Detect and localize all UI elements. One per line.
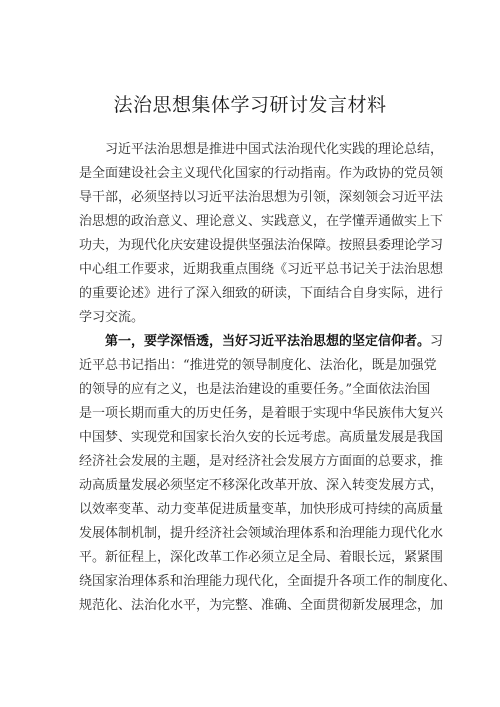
section1-line: 是一项长期而重大的历史任务，是着眼于实现中华民族伟大复兴 bbox=[79, 406, 444, 421]
section1-line: 动高质量发展必须坚定不移深化改革开放、深入转变发展方式， bbox=[79, 478, 444, 493]
section1-line: 的领导的应有之义，也是法治建设的重要任务。”全面依法治国 bbox=[79, 382, 431, 397]
section1-line: 经济社会发展的主题，是对经济社会发展方方面面的总要求，推 bbox=[79, 454, 444, 469]
intro-line: 治思想的政治意义、理论意义、实践意义，在学懂弄通做实上下 bbox=[79, 214, 444, 229]
section1-line: 以效率变革、动力变革促进质量变革，加快形成可持续的高质量 bbox=[79, 502, 444, 517]
section1-line: 发展体制机制，提升经济社会领域治理体系和治理能力现代化水 bbox=[79, 526, 444, 541]
intro-line: 是全面建设社会主义现代化国家的行动指南。作为政协的党员领 bbox=[79, 166, 444, 181]
document-title: 法治思想集体学习研讨发言材料 bbox=[113, 94, 387, 116]
section1-line: 绕国家治理体系和治理能力现代化，全面提升各项工作的制度化、 bbox=[79, 574, 457, 589]
intro-line: 习近平法治思想是推进中国式法治现代化实践的理论总结， bbox=[105, 142, 444, 157]
intro-line: 学习交流。 bbox=[79, 310, 145, 325]
intro-line: 功夫，为现代化庆安建设提供坚强法治保障。按照县委理论学习 bbox=[79, 238, 444, 253]
section1-heading-line bbox=[105, 334, 443, 350]
intro-line: 中心组工作要求，近期我重点围绕《习近平总书记关于法治思想 bbox=[79, 262, 444, 277]
intro-line: 的重要论述》进行了深入细致的研读，下面结合自身实际，进行 bbox=[79, 286, 444, 301]
section1-heading: 第一，要学深悟透，当好习近平法治思想的坚定信仰者。 bbox=[105, 334, 431, 349]
section1-line: 平。新征程上，深化改革工作必须立足全局、着眼长远，紧紧围 bbox=[79, 550, 444, 565]
section1-line: 中国梦、实现党和国家长治久安的长远考虑。高质量发展是我国 bbox=[79, 430, 444, 445]
section1-heading-tail: 习 bbox=[430, 334, 444, 349]
section1-line: 近平总书记指出：“推进党的领导制度化、法治化，既是加强党 bbox=[79, 358, 437, 373]
section1-line: 规范化、法治化水平，为完整、准确、全面贯彻新发展理念，加 bbox=[79, 598, 444, 613]
intro-line: 导干部，必须坚持以习近平法治思想为引领，深刻领会习近平法 bbox=[79, 190, 444, 205]
